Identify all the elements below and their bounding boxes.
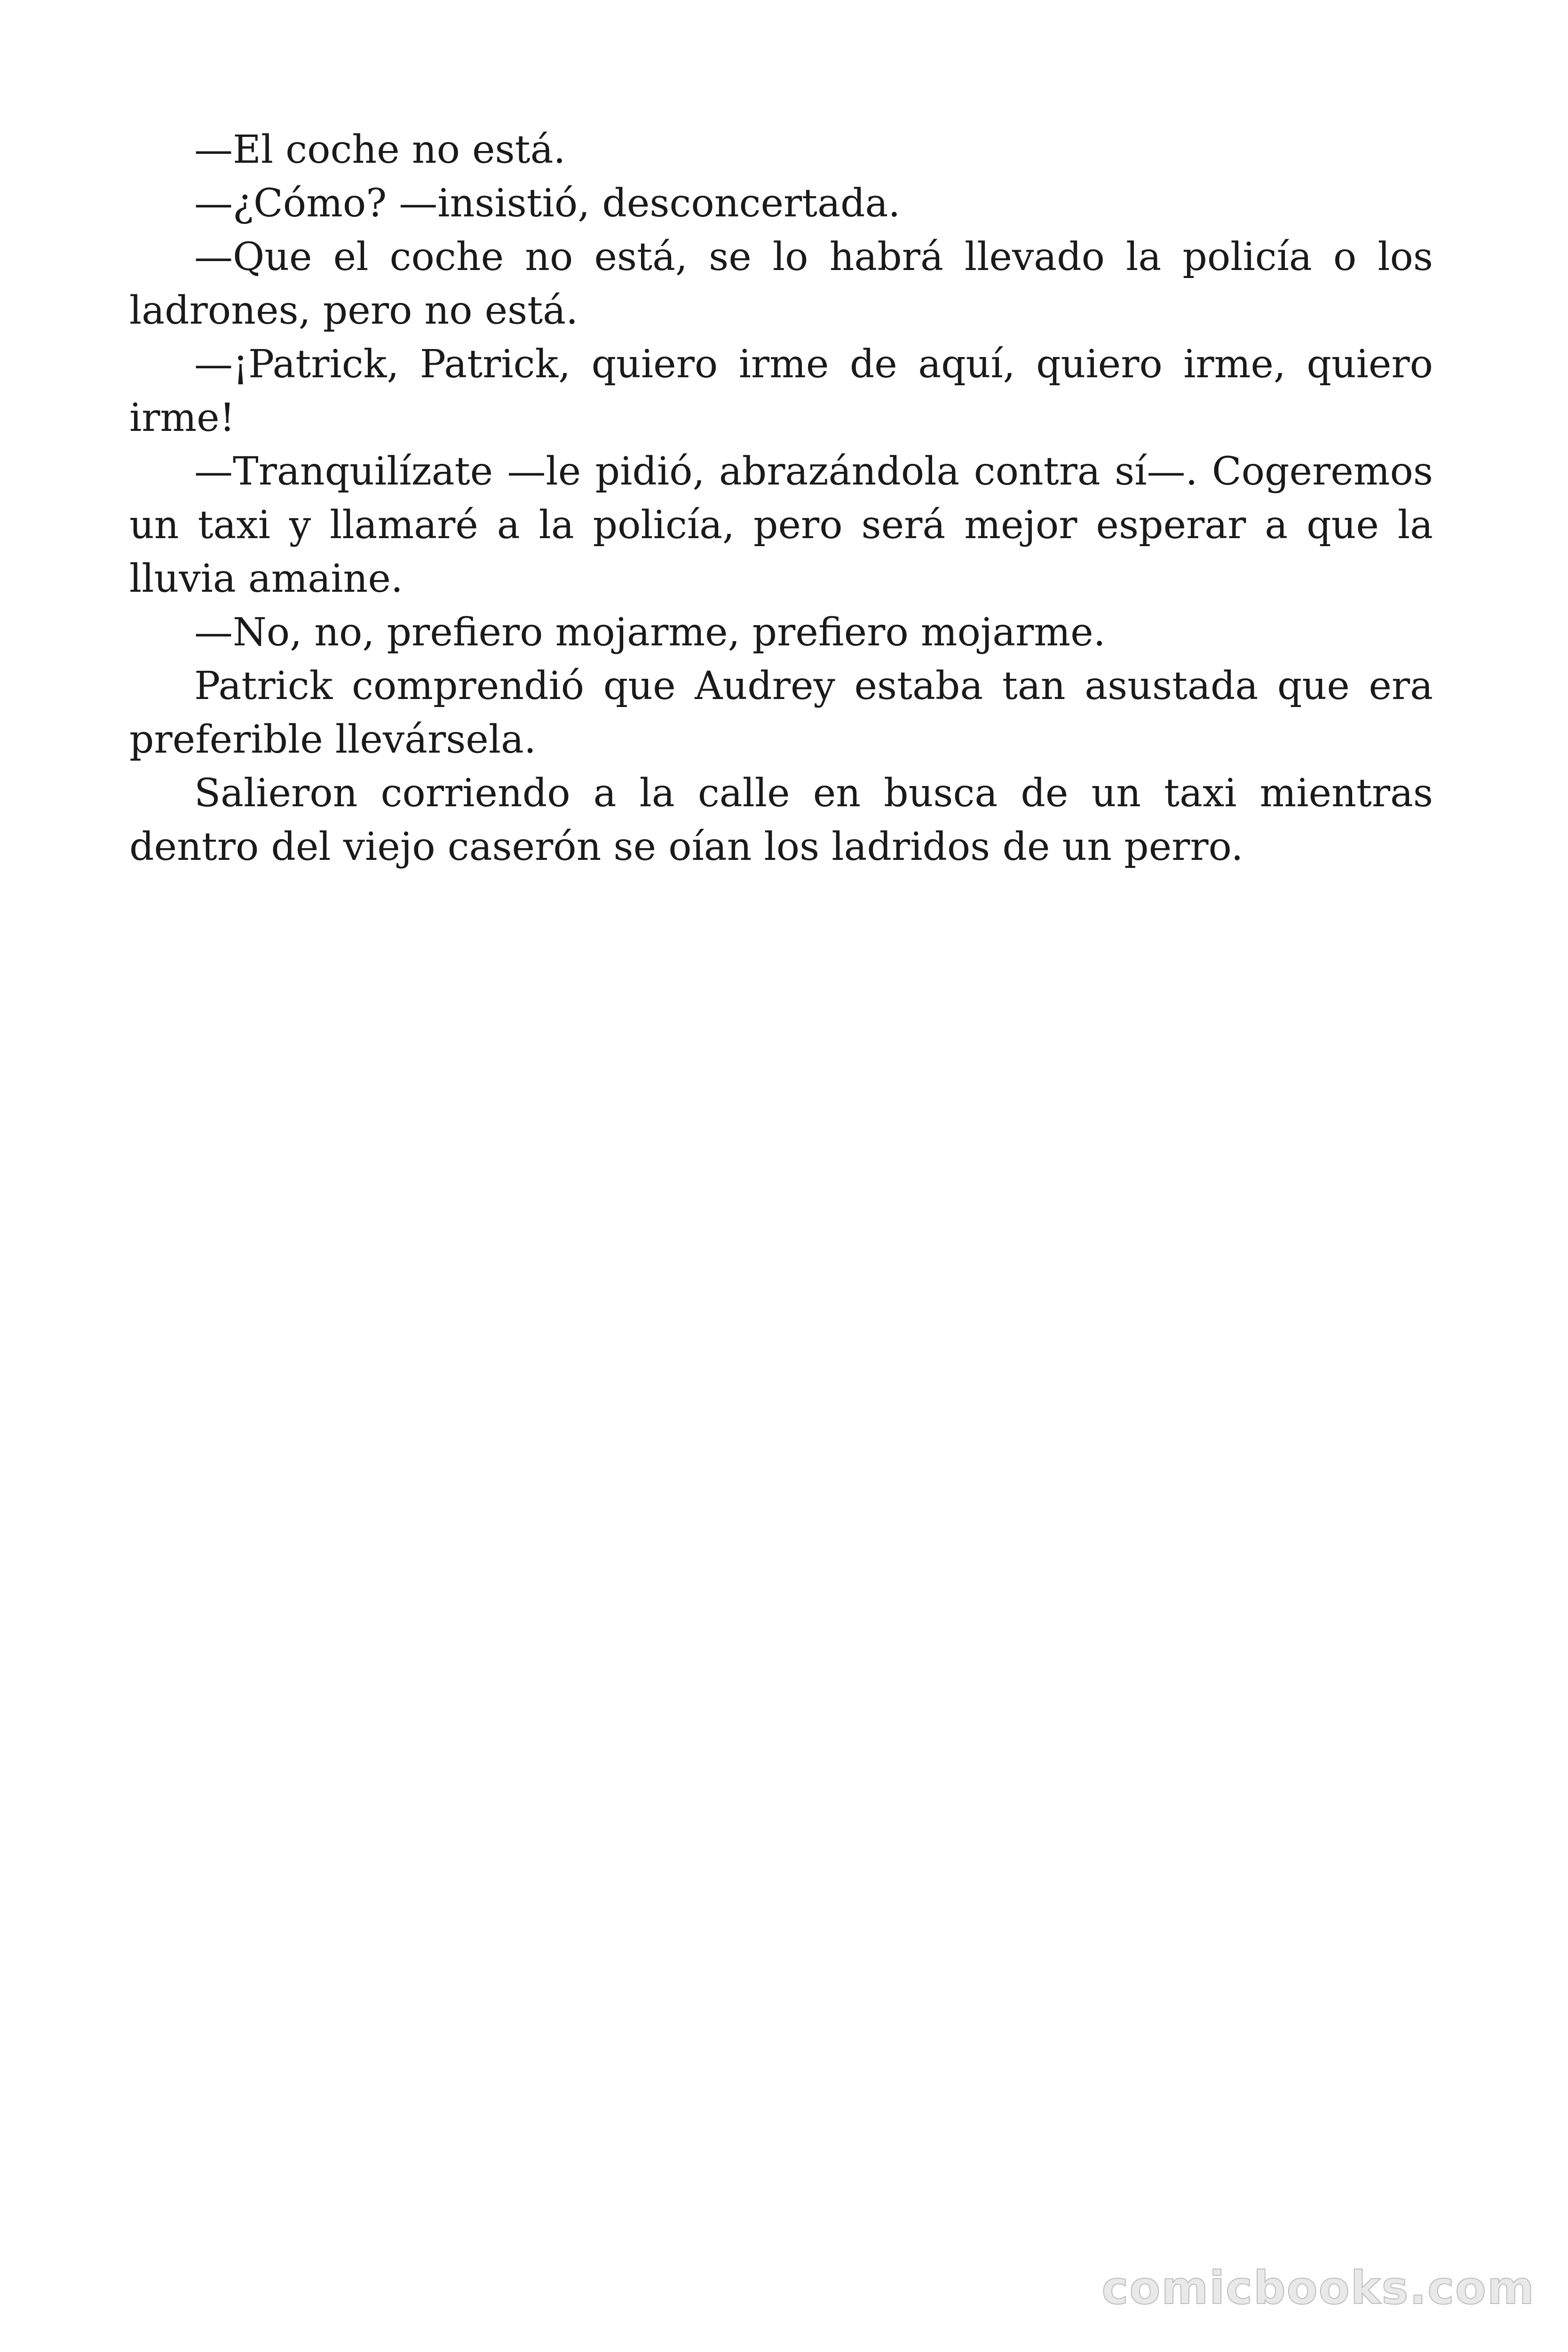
paragraph: —El coche no está. (194, 127, 566, 172)
watermark: comicbooks.com (1101, 2262, 1535, 2314)
paragraph: —¡Patrick, Patrick, quiero irme de aquí, quiero irme, quiero irme! (129, 342, 1433, 440)
paragraph: Salieron corriendo a la calle en busca de un taxi mientras dentro del viejo caserón se oían los ladridos de un perro. (129, 771, 1433, 869)
paragraph: Patrick comprendió que Audrey estaba tan asustada que era preferible llevársela. (129, 664, 1433, 762)
paragraph: —No, no, prefiero mojarme, prefiero mojarme. (194, 610, 1106, 655)
body-text (129, 123, 1433, 874)
paragraph: —Que el coche no está, se lo habrá llevado la policía o los ladrones, pero no está. (129, 235, 1433, 333)
paragraph: —¿Cómo? —insistió, desconcertada. (194, 181, 901, 226)
paragraph: —Tranquilízate —le pidió, abrazándola contra sí—. Cogeremos un taxi y llamaré a la policía, pero será mejor esperar a que la lluvia amaine. (129, 449, 1433, 601)
